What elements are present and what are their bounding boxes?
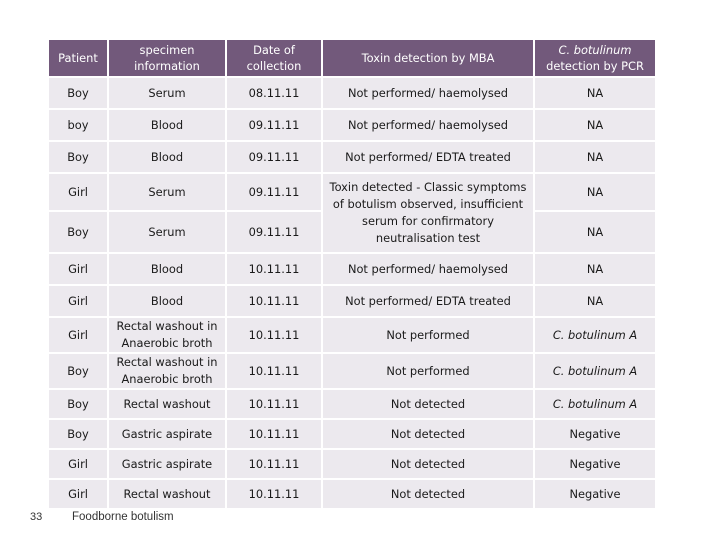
- cell-date: 10.11.11: [225, 354, 321, 388]
- cell-patient: Girl: [49, 174, 107, 210]
- cell-pcr: NA: [533, 254, 655, 284]
- cell-date: 09.11.11: [225, 174, 321, 210]
- header-toxin-detection-mba: Toxin detection by MBA: [321, 40, 533, 76]
- cell-patient: Girl: [49, 318, 107, 352]
- cell-patient: Girl: [49, 286, 107, 316]
- cell-pcr: NA: [533, 174, 655, 210]
- cell-date: 10.11.11: [225, 318, 321, 352]
- cell-date: 10.11.11: [225, 480, 321, 508]
- cell-specimen: Serum: [107, 174, 225, 210]
- table-row: [49, 78, 655, 108]
- table-row: [49, 174, 655, 210]
- cell-pcr: Negative: [533, 420, 655, 448]
- cell-patient: Boy: [49, 420, 107, 448]
- cell-pcr: NA: [533, 212, 655, 252]
- botulism-results-table: [49, 38, 655, 510]
- cell-date: 09.11.11: [225, 110, 321, 140]
- cell-toxin-mba: Toxin detected - Classic symptoms of botulism observed, insufficient serum for confirmatory neutralisation test: [321, 174, 533, 252]
- cell-pcr: NA: [533, 110, 655, 140]
- cell-toxin-mba: Not detected: [321, 480, 533, 508]
- table-row: [49, 354, 655, 388]
- cell-patient: Girl: [49, 480, 107, 508]
- table-row: [49, 420, 655, 448]
- header-pcr-detection: [533, 40, 655, 76]
- table-header-row: [49, 40, 655, 76]
- cell-patient: Girl: [49, 450, 107, 478]
- cell-pcr: NA: [533, 78, 655, 108]
- cell-toxin-mba: Not detected: [321, 450, 533, 478]
- pcr-header-rest: detection by PCR: [546, 59, 644, 73]
- cell-specimen: Rectal washout: [107, 390, 225, 418]
- header-specimen-information: specimen information: [107, 40, 225, 76]
- cell-toxin-mba: Not performed/ haemolysed: [321, 78, 533, 108]
- cell-pcr: NA: [533, 286, 655, 316]
- cell-pcr: Negative: [533, 450, 655, 478]
- cell-toxin-mba: Not performed: [321, 318, 533, 352]
- table-row: [49, 450, 655, 478]
- cell-patient: Boy: [49, 212, 107, 252]
- table-row: [49, 286, 655, 316]
- cell-date: 10.11.11: [225, 254, 321, 284]
- cell-specimen: Rectal washout in Anaerobic broth: [107, 354, 225, 388]
- table-row: [49, 110, 655, 140]
- cell-specimen: Rectal washout in Anaerobic broth: [107, 318, 225, 352]
- cell-patient: Boy: [49, 142, 107, 172]
- cell-date: 09.11.11: [225, 212, 321, 252]
- cell-patient: Boy: [49, 354, 107, 388]
- cell-date: 09.11.11: [225, 142, 321, 172]
- table-row: [49, 142, 655, 172]
- cell-specimen: Blood: [107, 286, 225, 316]
- slide-number: 33: [30, 511, 43, 523]
- table-row: [49, 390, 655, 418]
- cell-toxin-mba: Not performed/ haemolysed: [321, 254, 533, 284]
- cell-date: 10.11.11: [225, 450, 321, 478]
- cell-toxin-mba: Not detected: [321, 420, 533, 448]
- cell-specimen: Gastric aspirate: [107, 420, 225, 448]
- cell-toxin-mba: Not detected: [321, 390, 533, 418]
- cell-pcr: C. botulinum A: [533, 354, 655, 388]
- header-patient: Patient: [49, 40, 107, 76]
- cell-date: 10.11.11: [225, 390, 321, 418]
- cell-date: 10.11.11: [225, 420, 321, 448]
- footer-title: Foodborne botulism: [72, 511, 174, 523]
- table-row: [49, 318, 655, 352]
- cell-pcr: C. botulinum A: [533, 318, 655, 352]
- cell-pcr: NA: [533, 142, 655, 172]
- table-body: [49, 78, 655, 508]
- pcr-header-text: C. botulinum: [558, 43, 632, 57]
- cell-toxin-mba: Not performed: [321, 354, 533, 388]
- cell-specimen: Blood: [107, 254, 225, 284]
- cell-date: 08.11.11: [225, 78, 321, 108]
- cell-toxin-mba: Not performed/ haemolysed: [321, 110, 533, 140]
- cell-patient: Boy: [49, 78, 107, 108]
- cell-patient: Girl: [49, 254, 107, 284]
- cell-specimen: Blood: [107, 110, 225, 140]
- cell-toxin-mba: Not performed/ EDTA treated: [321, 142, 533, 172]
- cell-date: 10.11.11: [225, 286, 321, 316]
- table-row: [49, 254, 655, 284]
- header-date-of-collection: Date of collection: [225, 40, 321, 76]
- cell-specimen: Serum: [107, 78, 225, 108]
- cell-patient: boy: [49, 110, 107, 140]
- cell-toxin-mba: Not performed/ EDTA treated: [321, 286, 533, 316]
- cell-pcr: Negative: [533, 480, 655, 508]
- table-row: [49, 480, 655, 508]
- cell-specimen: Rectal washout: [107, 480, 225, 508]
- cell-specimen: Gastric aspirate: [107, 450, 225, 478]
- cell-pcr: C. botulinum A: [533, 390, 655, 418]
- cell-patient: Boy: [49, 390, 107, 418]
- cell-specimen: Blood: [107, 142, 225, 172]
- cell-specimen: Serum: [107, 212, 225, 252]
